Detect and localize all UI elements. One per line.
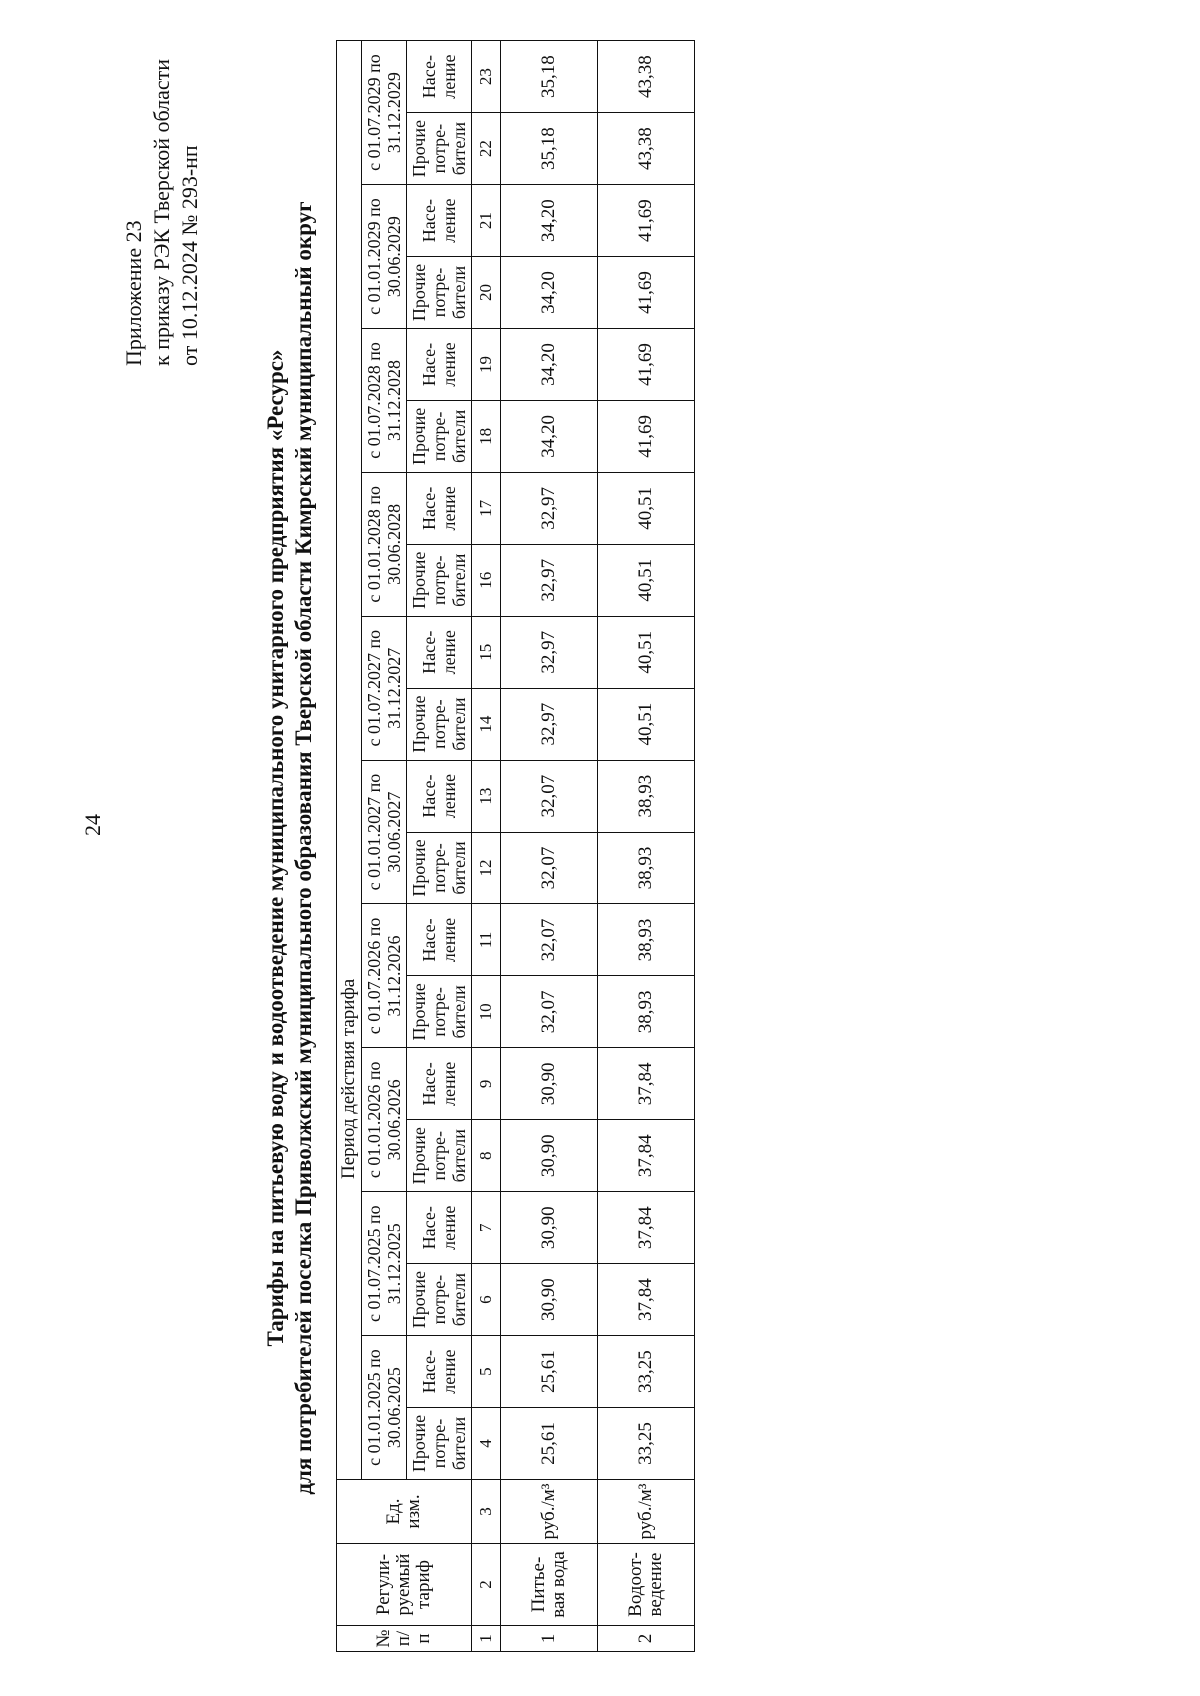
subheader-population: Насе-ление: [407, 329, 472, 401]
tariff-value: 34,20: [501, 400, 598, 472]
tariff-value: 35,18: [501, 113, 598, 185]
subheader-other: Прочие потре-бители: [407, 257, 472, 329]
tariff-value: 38,93: [598, 904, 695, 976]
tariff-value: 41,69: [598, 185, 695, 257]
column-number: 8: [472, 1120, 501, 1192]
tariff-value: 34,20: [501, 329, 598, 401]
column-number: 15: [472, 616, 501, 688]
appendix-line-2: к приказу РЭК Тверской области: [149, 58, 174, 366]
tariff-value: 32,07: [501, 760, 598, 832]
period-header: с 01.01.2029 по 30.06.2029: [362, 185, 407, 329]
column-number: 4: [472, 1408, 501, 1480]
appendix-block: [120, 59, 204, 366]
period-header: с 01.01.2027 по 30.06.2027: [362, 760, 407, 904]
column-number: 23: [472, 41, 501, 113]
column-number: 16: [472, 544, 501, 616]
subheader-other: Прочие потре-бители: [407, 1120, 472, 1192]
row-number: 2: [598, 1626, 695, 1652]
tariff-value: 37,84: [598, 1048, 695, 1120]
subheader-other: Прочие потре-бители: [407, 976, 472, 1048]
column-number: 11: [472, 904, 501, 976]
header-number: № п/п: [337, 1626, 472, 1652]
column-number: 22: [472, 113, 501, 185]
subheader-population: Насе-ление: [407, 760, 472, 832]
subheader-population: Насе-ление: [407, 904, 472, 976]
period-header: с 01.01.2028 по 30.06.2028: [362, 472, 407, 616]
tariff-value: 41,69: [598, 400, 695, 472]
tariff-value: 32,07: [501, 904, 598, 976]
period-header: с 01.07.2029 по 31.12.2029: [362, 41, 407, 185]
tariff-value: 40,51: [598, 688, 695, 760]
subheader-population: Насе-ление: [407, 1048, 472, 1120]
tariff-value: 35,18: [501, 41, 598, 113]
tariff-value: 41,69: [598, 329, 695, 401]
title-line-1: Тарифы на питьевую воду и водоотведение муниципального унитарного предприятия «Ресурс»: [263, 349, 288, 1347]
tariff-value: 30,90: [501, 1264, 598, 1336]
column-number: 1: [472, 1626, 501, 1652]
column-number: 10: [472, 976, 501, 1048]
row-number: 1: [501, 1626, 598, 1652]
column-number: 18: [472, 400, 501, 472]
subheader-population: Насе-ление: [407, 41, 472, 113]
row-unit: руб./м³: [598, 1480, 695, 1544]
tariff-value: 32,97: [501, 616, 598, 688]
column-number: 7: [472, 1192, 501, 1264]
column-number: 5: [472, 1336, 501, 1408]
tariff-value: 25,61: [501, 1336, 598, 1408]
column-number: 17: [472, 472, 501, 544]
column-number: 3: [472, 1480, 501, 1544]
appendix-line-3: от 10.12.2024 № 293-нп: [177, 145, 202, 366]
period-header: с 01.01.2026 по 30.06.2026: [362, 1048, 407, 1192]
page-number: 24: [80, 814, 105, 836]
tariff-value: 32,97: [501, 472, 598, 544]
column-number-row: [472, 41, 501, 1652]
period-header: с 01.07.2027 по 31.12.2027: [362, 616, 407, 760]
tariff-value: 32,97: [501, 544, 598, 616]
tariff-value: 37,84: [598, 1120, 695, 1192]
subheader-other: Прочие потре-бители: [407, 688, 472, 760]
subheader-other: Прочие потре-бители: [407, 400, 472, 472]
header-row-1: [337, 41, 362, 1652]
tariff-value: 41,69: [598, 257, 695, 329]
column-number: 9: [472, 1048, 501, 1120]
subheader-population: Насе-ление: [407, 1192, 472, 1264]
appendix-line-1: Приложение 23: [121, 220, 146, 366]
column-number: 6: [472, 1264, 501, 1336]
tariff-value: 40,51: [598, 544, 695, 616]
column-number: 20: [472, 257, 501, 329]
subheader-other: Прочие потре-бители: [407, 1264, 472, 1336]
header-tariff: Регули-руемый тариф: [337, 1544, 472, 1626]
header-period: Период действия тарифа: [337, 41, 362, 1480]
document-title: [262, 0, 318, 1696]
tariff-value: 30,90: [501, 1192, 598, 1264]
column-number: 14: [472, 688, 501, 760]
subheader-other: Прочие потре-бители: [407, 1408, 472, 1480]
period-header: с 01.07.2025 по 31.12.2025: [362, 1192, 407, 1336]
subheader-other: Прочие потре-бители: [407, 832, 472, 904]
tariff-value: 38,93: [598, 832, 695, 904]
tariff-value: 43,38: [598, 113, 695, 185]
subheader-population: Насе-ление: [407, 185, 472, 257]
subheader-other: Прочие потре-бители: [407, 544, 472, 616]
tariff-value: 32,07: [501, 976, 598, 1048]
tariff-value: 34,20: [501, 257, 598, 329]
row-tariff-name: Питье-вая вода: [501, 1544, 598, 1626]
tariff-value: 40,51: [598, 616, 695, 688]
header-row-subgroups: [407, 41, 472, 1652]
header-row-periods: [362, 41, 407, 1652]
row-unit: руб./м³: [501, 1480, 598, 1544]
period-header: с 01.07.2026 по 31.12.2026: [362, 904, 407, 1048]
tariff-value: 30,90: [501, 1120, 598, 1192]
row-tariff-name: Водоот-ведение: [598, 1544, 695, 1626]
tariff-value: 33,25: [598, 1408, 695, 1480]
tariff-value: 32,07: [501, 832, 598, 904]
title-line-2: для потребителей поселка Приволжский муниципального образования Тверской области Кимрский муниципальный округ: [291, 201, 316, 1495]
column-number: 2: [472, 1544, 501, 1626]
period-header: с 01.07.2028 по 31.12.2028: [362, 329, 407, 473]
tariff-value: 37,84: [598, 1264, 695, 1336]
tariff-value: 34,20: [501, 185, 598, 257]
tariff-value: 25,61: [501, 1408, 598, 1480]
subheader-population: Насе-ление: [407, 472, 472, 544]
column-number: 13: [472, 760, 501, 832]
table-row-drinking-water: [501, 41, 598, 1652]
tariff-value: 43,38: [598, 41, 695, 113]
tariff-value: 38,93: [598, 976, 695, 1048]
header-unit: Ед. изм.: [337, 1480, 472, 1544]
tariff-value: 33,25: [598, 1336, 695, 1408]
column-number: 19: [472, 329, 501, 401]
subheader-population: Насе-ление: [407, 1336, 472, 1408]
subheader-population: Насе-ление: [407, 616, 472, 688]
column-number: 12: [472, 832, 501, 904]
tariff-table: [336, 40, 695, 1652]
tariff-value: 32,97: [501, 688, 598, 760]
tariff-value: 40,51: [598, 472, 695, 544]
table-row-wastewater: [598, 41, 695, 1652]
subheader-other: Прочие потре-бители: [407, 113, 472, 185]
tariff-value: 30,90: [501, 1048, 598, 1120]
tariff-value: 38,93: [598, 760, 695, 832]
period-header: с 01.01.2025 по 30.06.2025: [362, 1336, 407, 1480]
column-number: 21: [472, 185, 501, 257]
tariff-value: 37,84: [598, 1192, 695, 1264]
